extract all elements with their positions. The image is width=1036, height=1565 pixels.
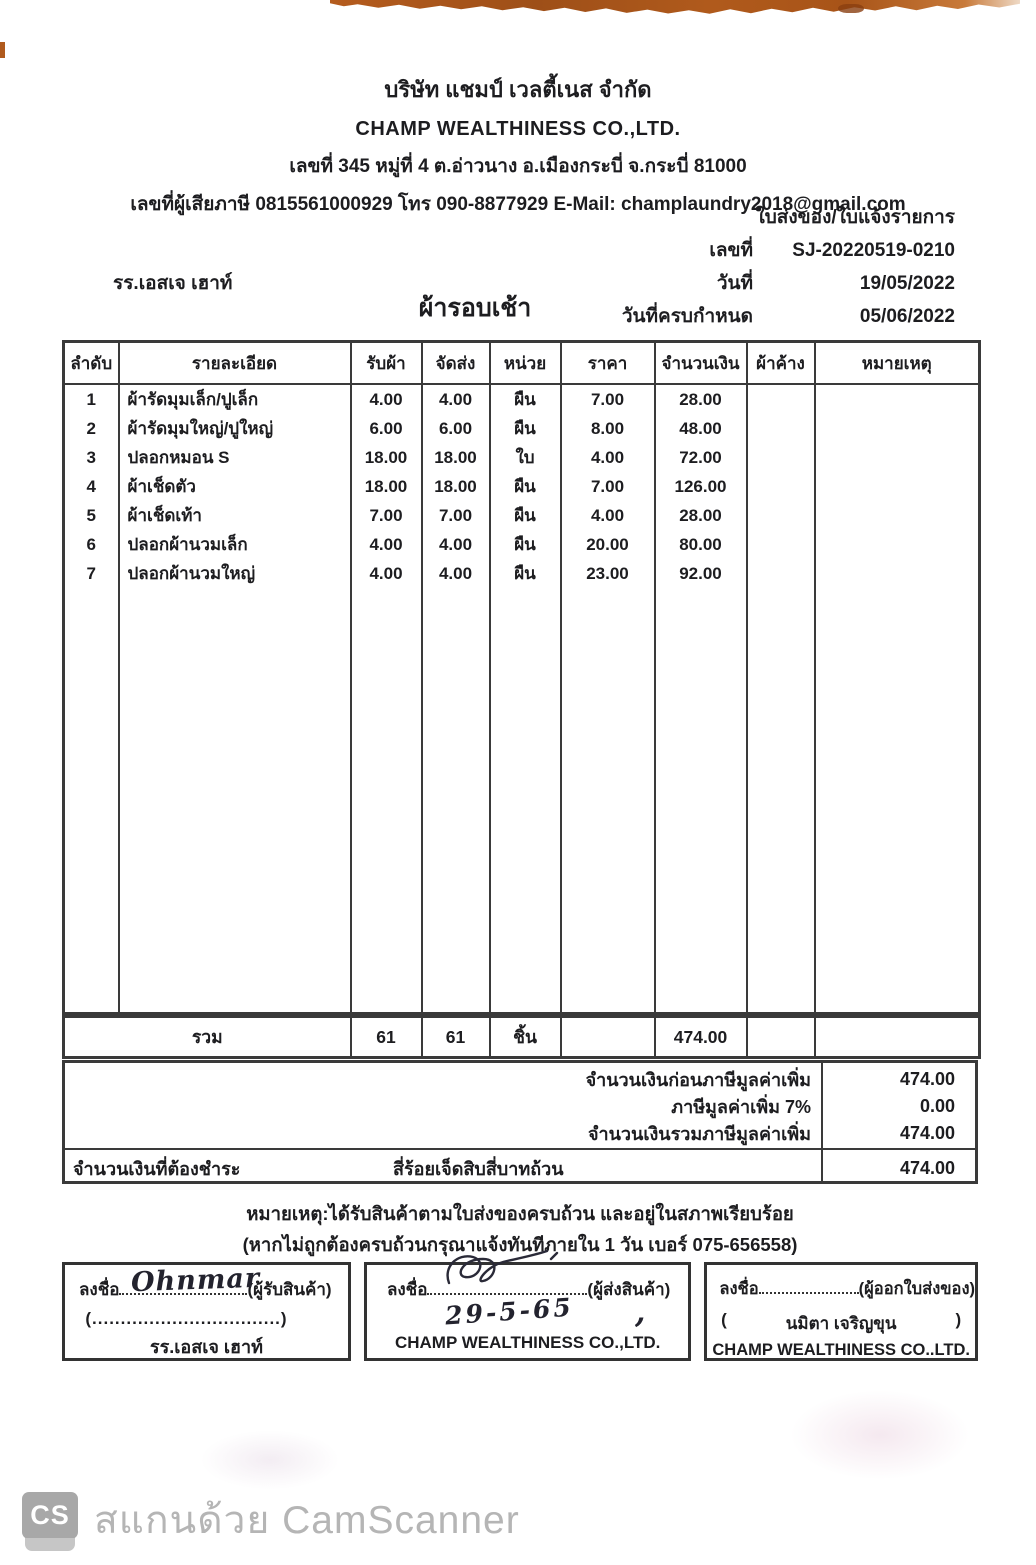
cell-no: 5 xyxy=(64,501,119,530)
doc-number-label: เลขที่ xyxy=(709,240,753,261)
total-price xyxy=(561,1017,655,1058)
torn-paper-edge xyxy=(330,0,1020,15)
cell-amount: 28.00 xyxy=(655,384,747,414)
cell-pending xyxy=(747,530,815,559)
receiver-organization: รร.เอสเจ เฮาท์ xyxy=(149,1337,264,1357)
summary-divider xyxy=(821,1063,823,1181)
sign-label: ลงชื่อ xyxy=(386,1280,428,1299)
cell-unit: ผืน xyxy=(490,472,561,501)
cell-pending xyxy=(747,384,815,414)
cell-price: 4.00 xyxy=(561,501,655,530)
camscanner-logo xyxy=(22,1492,78,1551)
cell-no: 4 xyxy=(64,472,119,501)
doc-due-date-label: วันที่ครบกำหนด xyxy=(621,306,753,327)
doc-due-date-value: 05/06/2022 xyxy=(859,306,955,327)
page-title: ผ้ารอบเช้า xyxy=(418,294,532,322)
cell-amount: 72.00 xyxy=(655,443,747,472)
sender-role-label: (ผู้ส่งสินค้า) xyxy=(587,1280,671,1299)
cell-delivered: 6.00 xyxy=(422,414,490,443)
cell-pending xyxy=(747,443,815,472)
cell-note xyxy=(815,443,980,472)
handwritten-mark: , xyxy=(634,1295,646,1330)
table-header-row xyxy=(64,342,980,385)
doc-date-value: 19/05/2022 xyxy=(859,273,955,294)
cell-unit: ผืน xyxy=(490,384,561,414)
document-header xyxy=(0,72,1036,219)
summary-box xyxy=(62,1060,978,1184)
cell-note xyxy=(815,501,980,530)
total-label: รวม xyxy=(64,1017,351,1058)
cell-received: 4.00 xyxy=(351,530,422,559)
amount-due-value: 474.00 xyxy=(899,1157,955,1178)
cell-amount: 80.00 xyxy=(655,530,747,559)
col-header-received: รับผ้า xyxy=(351,342,422,385)
camscanner-watermark-text: สแกนด้วย CamScanner xyxy=(94,1499,520,1542)
signature-section xyxy=(62,1262,978,1361)
sign-label: ลงชื่อ xyxy=(79,1280,120,1299)
cell-price: 7.00 xyxy=(561,472,655,501)
company-address: เลขที่ 345 หมู่ที่ 4 ต.อ่าวนาง อ.เมืองกระบี่ จ.กระบี่ 81000 xyxy=(289,156,747,177)
table-row xyxy=(64,530,980,559)
left-edge-mark xyxy=(0,42,5,58)
cell-received: 7.00 xyxy=(351,501,422,530)
total-row xyxy=(62,1015,981,1059)
cell-amount: 48.00 xyxy=(655,414,747,443)
cell-price: 23.00 xyxy=(561,559,655,588)
sender-company: CHAMP WEALTHINESS CO.,LTD. xyxy=(394,1333,661,1352)
camscanner-footer xyxy=(22,1492,520,1551)
cs-logo-icon: CS xyxy=(22,1492,78,1539)
table-row xyxy=(64,443,980,472)
cell-description: ผ้าเช็ดตัว xyxy=(119,472,351,501)
signature-box-sender xyxy=(364,1262,691,1361)
table-row xyxy=(64,501,980,530)
cell-pending xyxy=(747,559,815,588)
cell-description: ปลอกหมอน S xyxy=(119,443,351,472)
table-empty-space xyxy=(64,588,980,1014)
torn-paper-blob xyxy=(838,4,864,13)
grand-total-value: 474.00 xyxy=(899,1123,955,1143)
col-header-delivered: จัดส่ง xyxy=(422,342,490,385)
amount-in-words: สี่ร้อยเจ็ดสิบสี่บาทถ้วน xyxy=(393,1158,564,1179)
signature-box-issuer xyxy=(704,1262,978,1361)
scan-smudge xyxy=(200,1430,340,1490)
handwritten-signature: Ohnmar xyxy=(130,1262,261,1299)
total-pending xyxy=(747,1017,815,1058)
cell-received: 18.00 xyxy=(351,443,422,472)
cell-description: ผ้าเช็ดเท้า xyxy=(119,501,351,530)
cell-amount: 92.00 xyxy=(655,559,747,588)
cell-pending xyxy=(747,472,815,501)
cell-pending xyxy=(747,501,815,530)
total-note xyxy=(815,1017,980,1058)
cell-unit: ใบ xyxy=(490,443,561,472)
cell-description: ผ้ารัดมุมใหญ่/ปูใหญ่ xyxy=(119,414,351,443)
signature-box-receiver xyxy=(62,1262,351,1361)
cell-received: 18.00 xyxy=(351,472,422,501)
vat-value: 0.00 xyxy=(919,1096,955,1116)
amount-due-label: จำนวนเงินที่ต้องชำระ xyxy=(73,1158,241,1179)
cell-pending xyxy=(747,414,815,443)
cs-logo-flap xyxy=(25,1538,75,1551)
cell-note xyxy=(815,414,980,443)
cell-unit: ผืน xyxy=(490,530,561,559)
cell-delivered: 4.00 xyxy=(422,559,490,588)
table-row xyxy=(64,472,980,501)
subtotal-value: 474.00 xyxy=(899,1069,955,1089)
col-header-price: ราคา xyxy=(561,342,655,385)
company-name-english: CHAMP WEALTHINESS CO.,LTD. xyxy=(355,118,681,140)
handwritten-date: 29-5-65 xyxy=(444,1292,575,1331)
cell-delivered: 18.00 xyxy=(422,443,490,472)
col-header-note: หมายเหตุ xyxy=(815,342,980,385)
cell-delivered: 4.00 xyxy=(422,384,490,414)
col-header-unit: หน่วย xyxy=(490,342,561,385)
vat-label: ภาษีมูลค่าเพิ่ม 7% xyxy=(671,1097,811,1117)
cell-amount: 126.00 xyxy=(655,472,747,501)
receiver-role-label: (ผู้รับสินค้า) xyxy=(247,1280,332,1299)
issuer-name: นมิตา เจริญขุน xyxy=(785,1314,897,1333)
cell-note xyxy=(815,559,980,588)
cell-amount: 28.00 xyxy=(655,501,747,530)
cell-unit: ผืน xyxy=(490,559,561,588)
cell-no: 3 xyxy=(64,443,119,472)
cell-price: 20.00 xyxy=(561,530,655,559)
note-line-1: หมายเหตุ:ได้รับสินค้าตามใบส่งของครบถ้วน และอยู่ในสภาพเรียบร้อย xyxy=(246,1203,794,1224)
issuer-company: CHAMP WEALTHINESS CO..LTD. xyxy=(712,1341,970,1359)
cell-note xyxy=(815,472,980,501)
cell-delivered: 7.00 xyxy=(422,501,490,530)
cell-unit: ผืน xyxy=(490,501,561,530)
doc-date-label: วันที่ xyxy=(716,273,753,294)
cell-description: ปลอกผ้านวมเล็ก xyxy=(119,530,351,559)
paren-close: ) xyxy=(955,1310,962,1329)
paren-open: ( xyxy=(721,1310,727,1329)
table-row xyxy=(64,414,980,443)
cell-delivered: 18.00 xyxy=(422,472,490,501)
total-delivered: 61 xyxy=(422,1017,490,1058)
scan-smudge xyxy=(790,1390,970,1480)
cell-note xyxy=(815,530,980,559)
cell-description: ปลอกผ้านวมใหญ่ xyxy=(119,559,351,588)
cell-no: 6 xyxy=(64,530,119,559)
cell-price: 8.00 xyxy=(561,414,655,443)
sign-label: ลงชื่อ xyxy=(719,1280,759,1298)
cell-unit: ผืน xyxy=(490,414,561,443)
company-name-thai: บริษัท แชมป์ เวลตี้เนส จำกัด xyxy=(384,77,652,102)
doc-number-value: SJ-20220519-0210 xyxy=(792,240,955,261)
items-table xyxy=(62,340,981,1015)
issuer-role-label: (ผู้ออกใบส่งของ) xyxy=(858,1280,975,1298)
cell-received: 6.00 xyxy=(351,414,422,443)
table-row xyxy=(64,559,980,588)
cell-description: ผ้ารัดมุมเล็ก/ปูเล็ก xyxy=(119,384,351,414)
signature-line xyxy=(759,1278,859,1294)
cell-price: 4.00 xyxy=(561,443,655,472)
col-header-amount: จำนวนเงิน xyxy=(655,342,747,385)
cell-received: 4.00 xyxy=(351,559,422,588)
cell-no: 1 xyxy=(64,384,119,414)
subtotal-label: จำนวนเงินก่อนภาษีมูลค่าเพิ่ม xyxy=(585,1070,811,1090)
total-unit: ชิ้น xyxy=(490,1017,561,1058)
cell-received: 4.00 xyxy=(351,384,422,414)
total-amount: 474.00 xyxy=(655,1017,747,1058)
cell-note xyxy=(815,384,980,414)
cell-delivered: 4.00 xyxy=(422,530,490,559)
col-header-description: รายละเอียด xyxy=(119,342,351,385)
cell-no: 7 xyxy=(64,559,119,588)
col-header-pending: ผ้าค้าง xyxy=(747,342,815,385)
col-header-no: ลำดับ xyxy=(64,342,119,385)
document-type: ใบส่งของ/ใบแจ้งรายการ xyxy=(755,207,955,228)
grand-total-label: จำนวนเงินรวมภาษีมูลค่าเพิ่ม xyxy=(587,1124,811,1144)
tax-id-line: เลขที่ผู้เสียภาษี 0815561000929 โทร 090-8877929 E-Mail: champlaundry2018@gmail.com xyxy=(130,194,906,215)
handwritten-signature-scribble xyxy=(435,1245,565,1297)
customer-name: รร.เอสเจ เฮาท์ xyxy=(113,273,233,294)
table-row xyxy=(64,384,980,414)
cell-price: 7.00 xyxy=(561,384,655,414)
cell-no: 2 xyxy=(64,414,119,443)
receiver-name-blank: (.................................) xyxy=(85,1309,288,1328)
total-received: 61 xyxy=(351,1017,422,1058)
note-line-2: (หากไม่ถูกต้องครบถ้วนกรุณาแจ้งทันทีภายใน 1 วัน เบอร์ 075-656558) xyxy=(242,1234,798,1255)
document-info-block xyxy=(535,201,955,333)
